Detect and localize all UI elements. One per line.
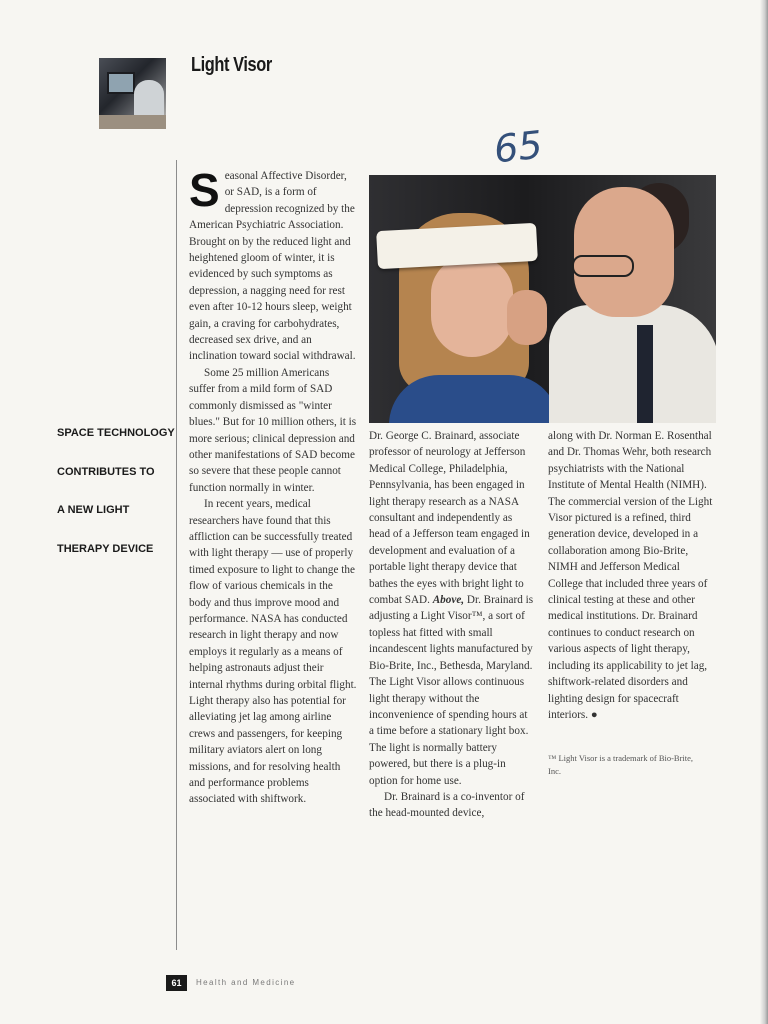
text-column-2 — [369, 428, 535, 822]
page-title: Light Visor — [191, 54, 272, 76]
page-number: 61 — [166, 975, 187, 991]
sidebar-line: CONTRIBUTES TO — [57, 465, 155, 478]
handwritten-number: 65 — [491, 122, 545, 172]
photo-woman-shirt — [389, 375, 559, 423]
caption-reference: Above, — [432, 594, 465, 607]
paragraph: Dr. Brainard is a co-inventor of the head-mounted device, — [369, 790, 525, 820]
paragraph: along with Dr. Norman E. Rosenthal and Dr. Thomas Wehr, both research psychiatrists with the National Institute of Mental Health (NIMH). The commercial version of the Light Visor pictured is a refined, third generation device, developed in a collaboration among Bio-Brite, NIMH and Jefferson Medical College that included three years of clinical testing at these and other medical institutions. Dr. Brainard continues to conduct research on various aspects of light therapy, including its applicability to jet lag, shiftwork-related disorders and lighting design for spacecraft interiors. ● — [548, 430, 713, 721]
thumbnail-photo — [99, 58, 166, 129]
sidebar-line: SPACE TECHNOLOGY — [57, 427, 175, 439]
sidebar-line: A NEW LIGHT — [57, 504, 130, 516]
photo-man-head — [574, 187, 674, 317]
page-edge-shadow — [760, 0, 768, 1024]
drop-cap: S — [189, 164, 220, 216]
paragraph-text: Dr. Brainard is adjusting a Light Visor™, a sort of topless hat fitted with small incandescent lights manufactured by Bio-Brite, Inc., Bethesda, Maryland. The Light Visor allows continuous light therapy without the inconvenience of spending hours at a time before a stationary light box. The light is normally battery powered, but there is a plug-in option for home use. — [369, 594, 534, 787]
monitor-shape — [107, 72, 135, 94]
photo-hand — [507, 290, 547, 345]
column-divider — [176, 160, 177, 950]
text-column-1 — [189, 164, 357, 808]
paragraph — [369, 428, 535, 789]
paragraph-text: easonal Affective Disorder, or SAD, is a form of depression recognized by the American Psychiatric Association. Brought on by the reduced light and heightened gloom of winter, it is evidenced by such symptoms as depression, a nagging need for rest even after 10-12 hours sleep, weight gain, a craving for carbohydrates, decreased sex drive, and an inclination toward social withdrawal. — [189, 170, 356, 363]
paragraph: In recent years, medical researchers have found that this affliction can be successfully treated with light therapy — use of properly timed exposure to light to change the flow of various chemicals in the body and thus improve mood and performance. NASA has conducted research in light therapy and now employs it regularly as a means of helping astronauts adjust their internal rhythms during orbital flight. Light therapy also has potential for alleviating jet lag among airline crews and passengers, for keeping military aviators alert on long missions, and for resolving health and performance problems associated with shiftwork. — [189, 498, 357, 806]
photo-man-tie — [637, 325, 653, 423]
photo-man-coat — [549, 305, 716, 423]
text-column-3 — [548, 428, 716, 723]
photo-glasses — [572, 255, 634, 277]
photo-woman-face — [431, 257, 513, 357]
trademark-note: ™ Light Visor is a trademark of Bio-Brite, Inc. — [548, 753, 694, 776]
desk-shape — [99, 115, 166, 129]
sidebar-line: THERAPY DEVICE — [57, 542, 154, 555]
paragraph: Some 25 million Americans suffer from a mild form of SAD commonly dismissed as "winter blues." But for 10 million others, it is more serious; clinical depression and other manifestations of SAD become so severe that these people cannot function normally in winter. — [189, 366, 357, 494]
sidebar-headline — [57, 425, 175, 579]
article-photo — [369, 175, 716, 423]
paragraph-text: Dr. George C. Brainard, associate professor of neurology at Jefferson Medical College, Philadelphia, Pennsylvania, has been engaged in light therapy research as a NASA consultant and independently as head of a Jefferson team engaged in development and evaluation of a portable light therapy device that bathes the eyes with bright light to combat SAD. — [369, 430, 530, 607]
paragraph — [189, 164, 357, 365]
section-label: Health and Medicine — [196, 978, 296, 987]
